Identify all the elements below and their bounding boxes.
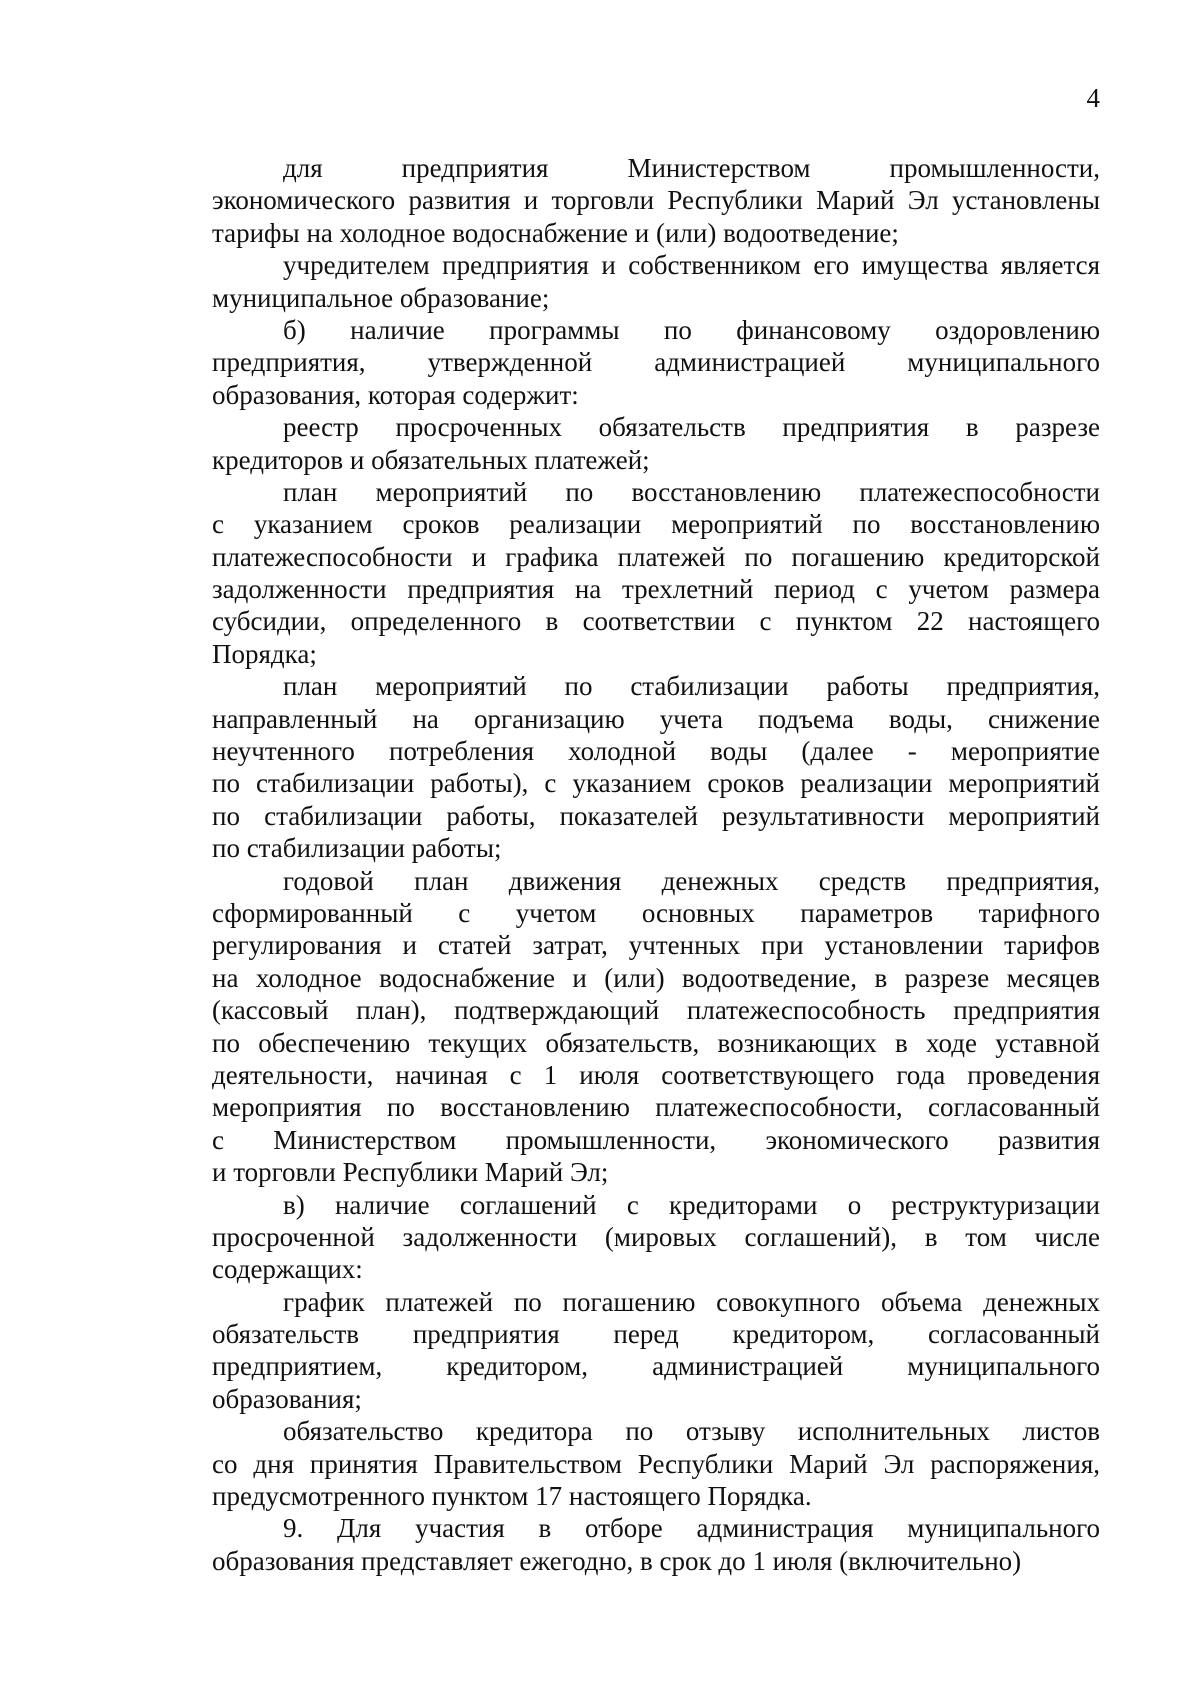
text-line: в) наличие соглашений с кредиторами о реструктуризации (283, 1189, 1100, 1220)
text-line: тарифы на холодное водоснабжение и (или) водоотведение; (212, 217, 899, 248)
text-line: муниципальное образование; (212, 282, 550, 313)
text-line: неучтенного потребления холодной воды (далее - мероприятие (212, 736, 1100, 767)
text-line: направленный на организацию учета подъема воды, снижение (212, 703, 1100, 734)
text-line: по стабилизации работы), с указанием сроков реализации мероприятий (212, 768, 1100, 799)
text-line: платежеспособности и графика платежей по погашению кредиторской (212, 541, 1100, 572)
text-line: график платежей по погашению совокупного объема денежных (283, 1286, 1100, 1317)
text-line: (кассовый план), подтверждающий платежеспособность предприятия (212, 995, 1100, 1026)
text-line: для предприятия Министерством промышленности, (283, 153, 1100, 183)
text-line: субсидии, определенного в соответствии с пунктом 22 настоящего (212, 606, 1100, 637)
text-line: план мероприятий по восстановлению платежеспособности (283, 476, 1100, 507)
text-line: задолженности предприятия на трехлетний период с учетом размера (212, 574, 1100, 605)
paragraph (212, 249, 1100, 314)
text-line: годовой план движения денежных средств предприятия, (283, 865, 1100, 896)
paragraph (212, 865, 1100, 1189)
text-line: предприятием, кредитором, администрацией муниципального (212, 1351, 1100, 1382)
text-line: предприятия, утвержденной администрацией муниципального (212, 347, 1100, 378)
paragraph (212, 1512, 1100, 1577)
text-line: образования, которая содержит: (212, 379, 579, 410)
text-line: по обеспечению текущих обязательств, возникающих в ходе уставной (212, 1027, 1100, 1058)
text-line: учредителем предприятия и собственником его имущества является (283, 250, 1100, 281)
text-line: б) наличие программы по финансовому оздоровлению (283, 314, 1100, 345)
text-line: со дня принятия Правительством Республики Марий Эл распоряжения, (212, 1448, 1100, 1479)
text-line: регулирования и статей затрат, учтенных при установлении тарифов (212, 930, 1100, 961)
text-line: предусмотренного пунктом 17 настоящего Порядка. (212, 1481, 812, 1512)
text-line: с Министерством промышленности, экономического развития (212, 1124, 1100, 1155)
paragraph (212, 476, 1100, 670)
paragraph (212, 670, 1100, 864)
text-line: реестр просроченных обязательств предприятия в разрезе (283, 412, 1100, 443)
text-line: просроченной задолженности (мировых соглашений), в том числе (212, 1221, 1100, 1252)
document-body (212, 152, 1100, 1577)
text-line: образования; (212, 1383, 362, 1414)
text-line: обязательство кредитора по отзыву исполнительных листов (283, 1416, 1100, 1447)
paragraph (212, 152, 1100, 249)
text-line: по стабилизации работы, показателей результативности мероприятий (212, 800, 1100, 831)
text-line: на холодное водоснабжение и (или) водоотведение, в разрезе месяцев (212, 962, 1100, 993)
paragraph (212, 1286, 1100, 1416)
paragraph (212, 1189, 1100, 1286)
text-line: содержащих: (212, 1254, 363, 1285)
text-line: экономического развития и торговли Республики Марий Эл установлены (212, 185, 1100, 216)
text-line: и торговли Республики Марий Эл; (212, 1157, 609, 1188)
text-line: образования представляет ежегодно, в срок до 1 июля (включительно) (212, 1545, 1022, 1576)
text-line: деятельности, начиная с 1 июля соответствующего года проведения (212, 1059, 1100, 1090)
paragraph (212, 1415, 1100, 1512)
paragraph (212, 411, 1100, 476)
text-line: обязательств предприятия перед кредитором, согласованный (212, 1319, 1100, 1350)
text-line: Порядка; (212, 638, 317, 669)
text-line: кредиторов и обязательных платежей; (212, 444, 650, 475)
paragraph (212, 314, 1100, 411)
text-line: с указанием сроков реализации мероприятий по восстановлению (212, 509, 1100, 540)
text-line: мероприятия по восстановлению платежеспособности, согласованный (212, 1092, 1100, 1123)
text-line: 9. Для участия в отборе администрация муниципального (283, 1513, 1100, 1544)
text-line: план мероприятий по стабилизации работы предприятия, (283, 671, 1100, 702)
text-line: сформированный с учетом основных параметров тарифного (212, 897, 1100, 928)
text-line: по стабилизации работы; (212, 833, 502, 864)
page-number: 4 (1086, 83, 1100, 113)
